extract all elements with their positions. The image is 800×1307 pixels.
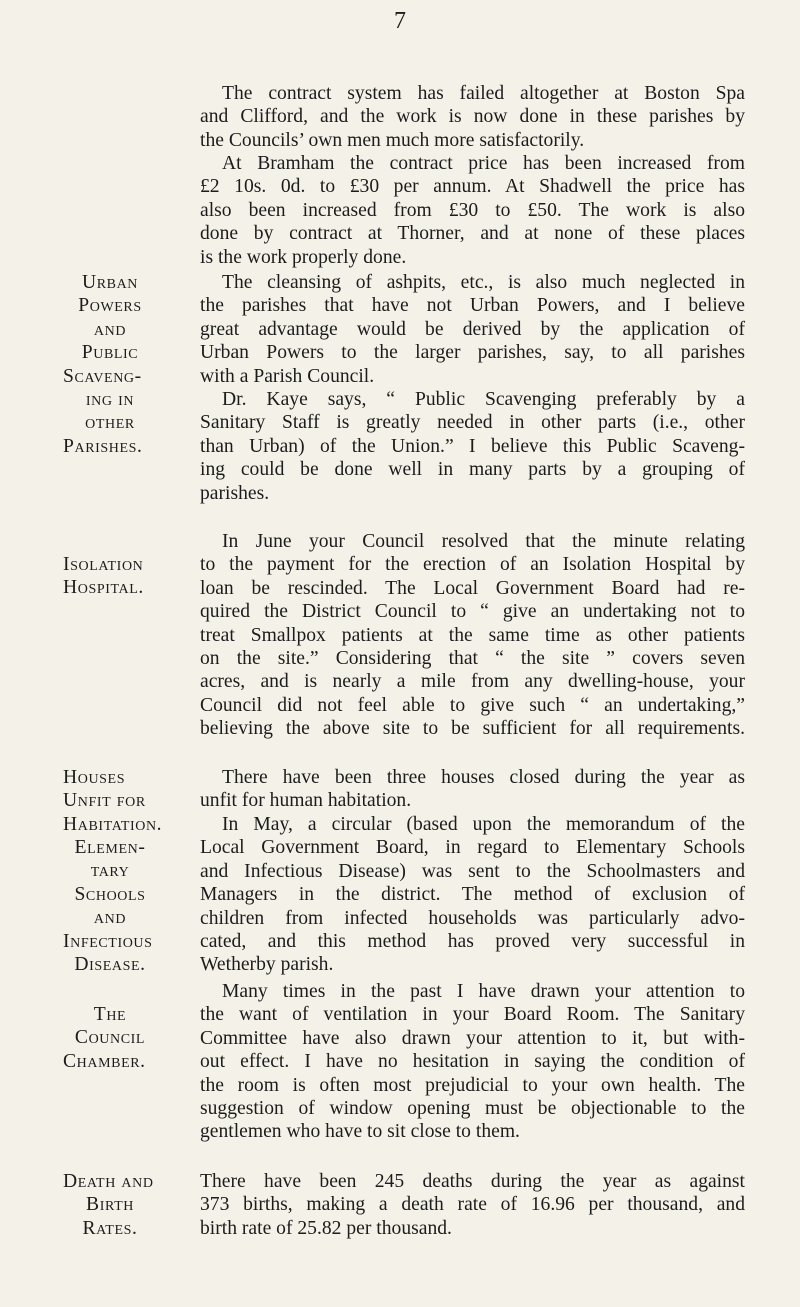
paragraph-contract-prices [200, 152, 745, 269]
paragraph-dr-kaye [200, 388, 745, 505]
text-line: Sanitary Staff is greatly needed in other parts (i.e., other [200, 412, 745, 434]
side-note-line: and [93, 907, 127, 929]
paragraph-elementary-schools [200, 813, 745, 977]
side-note-line: Council [74, 1027, 146, 1049]
text-line: At Bramham the contract price has been increased from [222, 153, 745, 174]
text-line: Managers in the district. The method of exclusion of [200, 884, 745, 906]
text-line: quired the District Council to “ give an undertaking not to [200, 601, 745, 623]
text-line: treat Smallpox patients at the same time as other patients [200, 624, 745, 646]
text-line: children from infected households was particularly advo- [200, 907, 745, 929]
text-line: the Councils’ own men much more satisfactorily. [200, 129, 585, 151]
side-note-council-chamber [63, 1003, 203, 1073]
text-line: In June your Council resolved that the minute relating [222, 531, 745, 552]
text-line: on the site.” Considering that “ the site ” covers seven [200, 648, 745, 670]
side-note-line: other [85, 412, 135, 434]
side-note-line: Houses [63, 767, 126, 788]
side-note-line: Public [81, 342, 139, 364]
text-line: done by contract at Thorner, and at none of these places [200, 223, 745, 245]
paragraph-ashpits [200, 271, 745, 388]
text-line: Many times in the past I have drawn your attention to [222, 981, 745, 1002]
paragraph-isolation-hospital [200, 530, 745, 741]
text-line: Council did not feel able to give such “ an undertaking,” [200, 694, 745, 716]
text-line: In May, a circular (based upon the memorandum of the [222, 814, 745, 835]
side-note-isolation-hospital [63, 553, 203, 600]
text-line: out effect. I have no hesitation in saying the condition of [200, 1051, 745, 1073]
paragraph-houses-closed [200, 766, 745, 813]
side-note-line: Disease. [74, 954, 146, 976]
side-note-urban-powers [63, 271, 203, 458]
text-line: 373 births, making a death rate of 16.96 per thousand, and [200, 1194, 745, 1216]
side-note-line: Chamber. [63, 1050, 146, 1072]
text-line: There have been three houses closed during the year as [222, 767, 745, 788]
text-line: the room is often most prejudicial to your own health. The [200, 1074, 745, 1096]
text-line: than Urban) of the Union.” I believe this Public Scaveng- [200, 435, 745, 457]
text-line: great advantage would be derived by the application of [200, 318, 745, 340]
text-line: the want of ventilation in your Board Room. The Sanitary [200, 1004, 745, 1026]
text-line: Dr. Kaye says, “ Public Scavenging preferably by a [222, 389, 745, 410]
text-line: Urban Powers to the larger parishes, say, to all parishes [200, 342, 745, 364]
text-line: to the payment for the erection of an Isolation Hospital by [200, 554, 745, 576]
side-note-line: ing in [85, 389, 135, 411]
side-note-line: Powers [78, 295, 142, 317]
side-note-line: Infectious [63, 930, 153, 952]
text-line: loan be rescinded. The Local Government Board had re- [200, 577, 745, 599]
text-line: ing could be done well in many parts by a grouping of [200, 459, 745, 481]
text-line: cated, and this method has proved very successful in [200, 931, 745, 953]
side-note-line: Death and [63, 1171, 154, 1192]
text-line: gentlemen who have to sit close to them. [200, 1121, 520, 1143]
side-note-line: Scaveng- [63, 365, 142, 387]
side-note-houses-unfit [63, 766, 203, 836]
page-number: 7 [394, 8, 406, 34]
paragraph-death-birth-rates [200, 1170, 745, 1240]
side-note-line: Hospital. [63, 577, 144, 599]
text-line: Local Government Board, in regard to Elementary Schools [200, 837, 745, 859]
side-note-death-birth-rates [63, 1170, 203, 1240]
text-line: The contract system has failed altogether at Boston Spa [222, 83, 745, 104]
text-line: birth rate of 25.82 per thousand. [200, 1217, 452, 1239]
text-line: There have been 245 deaths during the year as against [200, 1171, 745, 1192]
paragraph-council-chamber [200, 980, 745, 1144]
text-line: unfit for human habitation. [200, 790, 412, 812]
side-note-line: Habitation. [63, 813, 163, 835]
side-note-line: The [93, 1004, 127, 1025]
side-note-line: Rates. [82, 1217, 138, 1239]
side-note-line: Birth [86, 1194, 134, 1216]
text-line: and Clifford, and the work is now done in these parishes by [200, 106, 745, 128]
text-line: also been increased from £30 to £50. The work is also [200, 199, 745, 221]
side-note-line: tary [90, 860, 130, 882]
side-note-line: Isolation [63, 554, 144, 575]
text-line: Committee have also drawn your attention to it, but with- [200, 1027, 745, 1049]
side-note-line: Schools [74, 883, 146, 905]
text-line: the parishes that have not Urban Powers, and I believe [200, 295, 745, 317]
text-line: believing the above site to be sufficient for all requirements. [200, 718, 745, 740]
paragraph-contract-failure [200, 82, 745, 152]
text-line: suggestion of window opening must be objectionable to the [200, 1098, 745, 1120]
text-line: is the work properly done. [200, 246, 407, 268]
side-note-line: Parishes. [63, 435, 143, 457]
text-line: acres, and is nearly a mile from any dwelling-house, your [200, 671, 745, 693]
side-note-line: Urban [81, 272, 139, 293]
side-note-line: and [93, 318, 127, 340]
text-line: Wetherby parish. [200, 954, 334, 976]
side-note-line: Elemen- [74, 837, 146, 858]
side-note-elementary-schools [63, 836, 203, 976]
text-line: with a Parish Council. [200, 365, 375, 387]
text-line: and Infectious Disease) was sent to the Schoolmasters and [200, 860, 745, 882]
text-line: £2 10s. 0d. to £30 per annum. At Shadwell the price has [200, 176, 745, 198]
side-note-line: Unfit for [63, 790, 146, 812]
text-line: parishes. [200, 482, 270, 504]
text-line: The cleansing of ashpits, etc., is also much neglected in [222, 272, 745, 293]
